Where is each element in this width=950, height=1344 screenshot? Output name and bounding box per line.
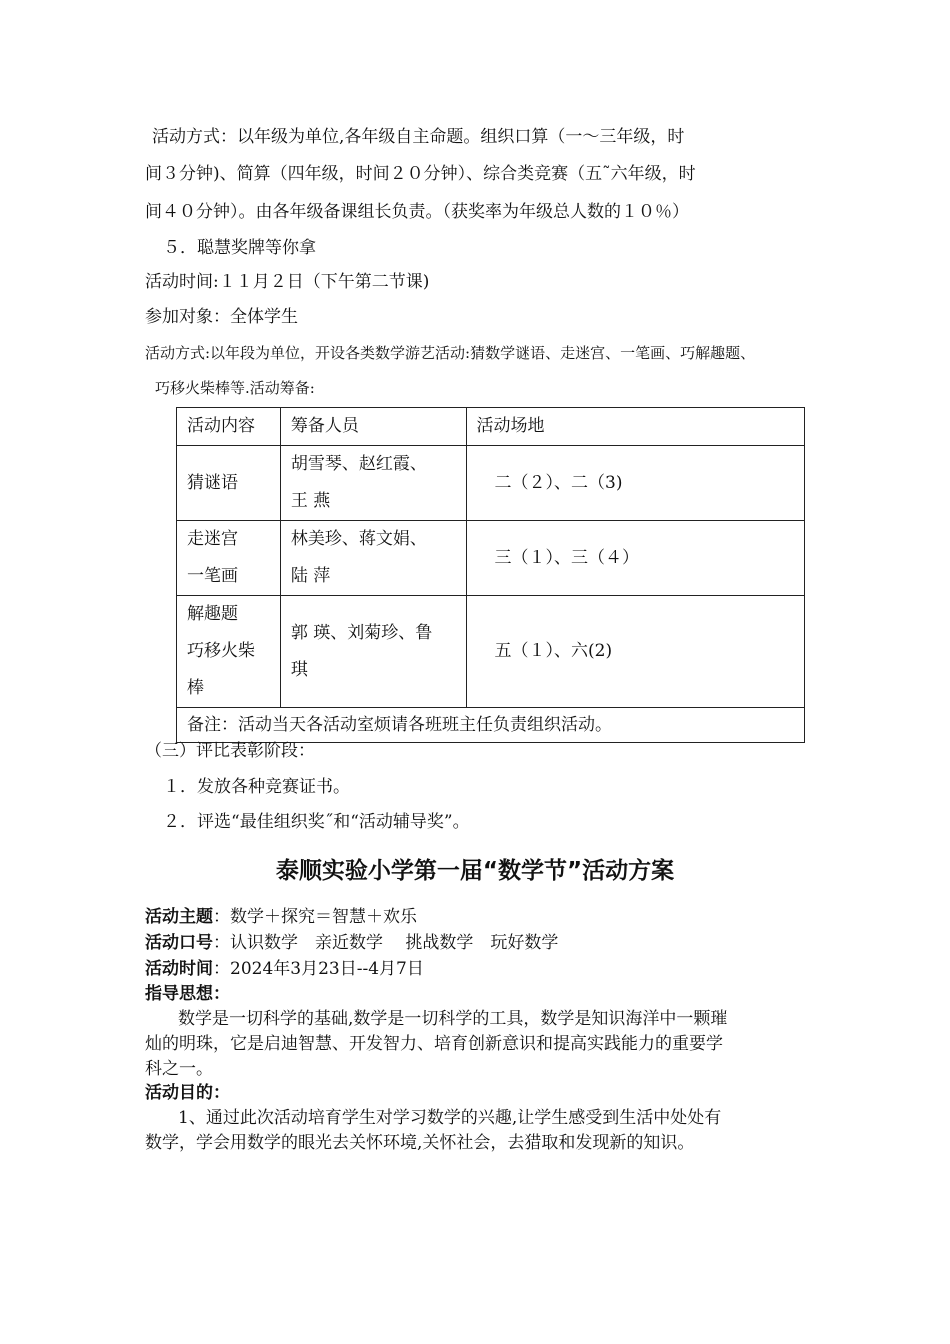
time-line <box>145 957 424 981</box>
table-note: 备注：活动当天各活动室烦请各班班主任负责组织活动。 <box>177 708 805 743</box>
activity-method-line-1: 活动方式：以年级为单位,各年级自主命题。组织口算（一～三年级，时 <box>152 127 685 147</box>
guide-line-3: 科之一。 <box>145 1059 213 1079</box>
guide-line-2: 灿的明珠，它是启迪智慧、开发智力、培育创新意识和提高实践能力的重要学 <box>145 1034 723 1054</box>
slogan-label: 活动口号 <box>145 933 213 953</box>
slogan-value: ：认识数学 亲近数学 挑战数学 玩好数学 <box>213 933 559 953</box>
plan-title: 泰顺实验小学第一届“数学节”活动方案 <box>275 858 675 884</box>
staff-text: 林美珍、蒋文娟、 <box>290 529 427 549</box>
theme-line <box>145 905 417 929</box>
row-staff <box>280 521 466 596</box>
header-content: 活动内容 <box>177 408 281 446</box>
activity-method-line-3: 间４０分钟）。由各年级备课组长负责。（获奖率为年级总人数的１０％） <box>145 202 689 222</box>
staff-text: 胡雪琴、赵红霞、 <box>290 454 427 474</box>
guide-heading: 指导思想： <box>145 984 230 1004</box>
row-content <box>177 596 281 708</box>
content-text: 猜谜语 <box>187 472 238 493</box>
row-place: 五（１）、六(2) <box>466 596 804 708</box>
row-content <box>177 521 281 596</box>
purpose-line-1: 1、通过此次活动培育学生对学习数学的兴趣,让学生感受到生活中处处有 <box>178 1108 722 1128</box>
table-note-row <box>177 708 805 743</box>
stage-3-heading: （三）评比表彰阶段： <box>145 741 315 761</box>
staff-text: 王 燕 <box>290 491 331 511</box>
preparation-table <box>176 407 805 743</box>
content-text: 解趣题 <box>187 604 238 624</box>
activity-method-2-line-1: 活动方式:以年段为单位，开设各类数学游艺活动:猜数学谜语、走迷宫、一笔画、巧解趣题、 <box>145 344 756 362</box>
table-row <box>177 446 805 521</box>
time-value: ：2024年3月23日--4月7日 <box>213 959 424 979</box>
header-staff: 筹备人员 <box>280 408 466 446</box>
content-text: 一笔画 <box>187 566 238 586</box>
slogan-line <box>145 931 558 955</box>
time-label: 活动时间 <box>145 959 213 979</box>
purpose-line-2: 数学，学会用数学的眼光去关怀环境,关怀社会，去猎取和发现新的知识。 <box>145 1133 695 1153</box>
stage-3-item-2: ２．评选“最佳组织奖˝和“活动辅导奖”。 <box>163 812 470 832</box>
item-5-heading: ５．聪慧奖牌等你拿 <box>163 238 316 258</box>
row-staff <box>280 596 466 708</box>
staff-text: 琪 <box>290 659 308 680</box>
table-header-row <box>177 408 805 446</box>
content-text: 巧移火柴 <box>187 641 255 661</box>
table-row <box>177 521 805 596</box>
table-row <box>177 596 805 708</box>
row-place: 二（２）、二（3) <box>466 446 804 521</box>
activity-method-line-2: 间３分钟)、简算（四年级，时间２０分钟）、综合类竞赛（五˜六年级，时 <box>145 164 696 184</box>
staff-text: 郭 瑛、刘菊珍、鲁 <box>290 622 433 643</box>
stage-3-item-1: １．发放各种竞赛证书。 <box>163 777 350 797</box>
row-content <box>177 446 281 521</box>
staff-text: 陆 萍 <box>290 566 331 586</box>
guide-line-1: 数学是一切科学的基础,数学是一切科学的工具，数学是知识海洋中一颗璀 <box>178 1009 728 1029</box>
row-place: 三（１）、三（４） <box>466 521 804 596</box>
theme-label: 活动主题 <box>145 907 213 927</box>
content-text: 棒 <box>187 678 204 698</box>
content-text: 走迷宫 <box>187 529 238 549</box>
purpose-heading: 活动目的： <box>145 1083 230 1103</box>
participants: 参加对象：全体学生 <box>145 307 298 327</box>
activity-time: 活动时间:１１月２日（下午第二节课) <box>145 272 430 292</box>
header-place: 活动场地 <box>466 408 804 446</box>
row-staff <box>280 446 466 521</box>
theme-value: ：数学＋探究＝智慧＋欢乐 <box>213 907 417 927</box>
activity-method-2-line-2: 巧移火柴棒等.活动筹备: <box>155 379 315 397</box>
